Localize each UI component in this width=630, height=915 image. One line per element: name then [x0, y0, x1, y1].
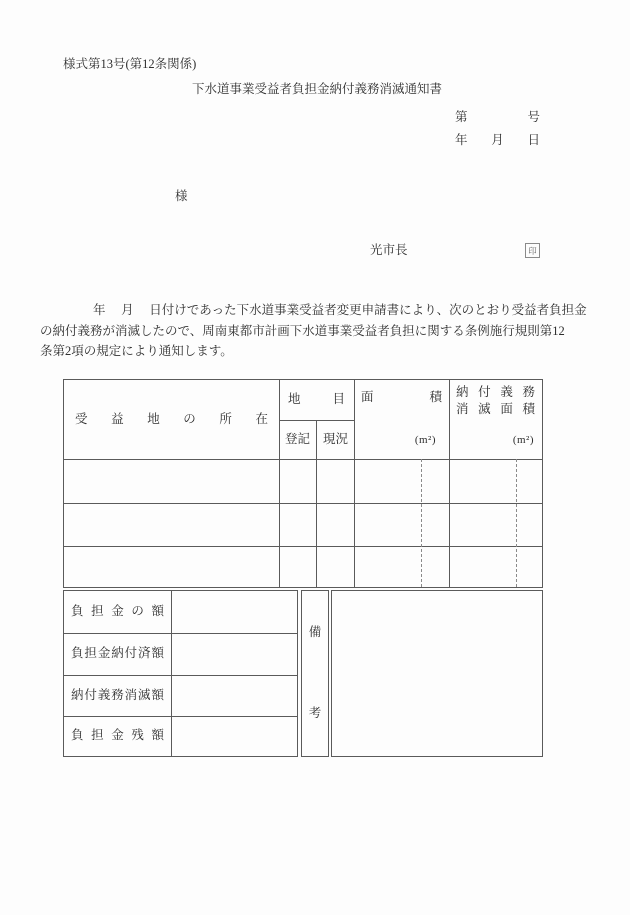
col-header-land-category: 地 目 [288, 392, 345, 407]
summary-label-remaining-amount: 負 担 金 残 額 [71, 728, 164, 743]
date-day-label: 日 [527, 133, 540, 147]
summary-label-contribution-amount: 負 担 金 の 額 [71, 604, 164, 619]
extinct-area-unit: (m²) [512, 434, 534, 447]
benefit-land-table [63, 379, 543, 588]
form-number: 様式第13号(第12条関係) [63, 57, 197, 71]
date-line [455, 133, 540, 149]
summary-value-cell [171, 591, 297, 633]
addressee-honorific: 様 [175, 189, 188, 203]
remarks-label-cell [301, 590, 329, 757]
land-table-empty-row [64, 459, 542, 503]
extinct-area-label-line2: 消 滅 面 積 [456, 401, 535, 416]
body-paragraph [40, 300, 587, 362]
col-header-current: 現況 [322, 431, 348, 446]
body-line: の納付義務が消滅したので、周南東都市計画下水道事業受益者負担に関する条例施行規則第12 [40, 323, 565, 338]
col-header-extinct-area [449, 380, 542, 459]
doc-number-prefix: 第 [455, 110, 468, 124]
payment-summary-table [63, 590, 298, 757]
col-header-location: 受 益 地 の 所 在 [75, 411, 268, 426]
summary-value-cell [171, 675, 297, 717]
document-number-line [455, 110, 540, 126]
remarks-content-cell [331, 590, 543, 757]
date-month-label: 月 [491, 133, 504, 147]
area-unit: (m²) [414, 434, 436, 447]
area-label: 面 積 [361, 390, 442, 404]
summary-label-paid-amount: 負 担 金 納 付 済 額 [71, 645, 164, 660]
date-year-label: 年 [455, 133, 468, 147]
summary-label-extinct-amount: 納 付 義 務 消 滅 額 [71, 687, 164, 702]
land-table-empty-row [64, 546, 542, 588]
extinct-area-label-line1: 納 付 義 務 [456, 385, 535, 399]
body-line: 条第2項の規定により通知します。 [40, 344, 233, 359]
doc-number-suffix: 号 [527, 110, 540, 124]
land-table-empty-row [64, 503, 542, 546]
page-title: 下水道事業受益者負担金納付義務消滅通知書 [192, 82, 443, 96]
summary-value-cell [171, 633, 297, 675]
seal-mark: 印 [525, 243, 540, 258]
body-line: 年 月 日付けであった下水道事業受益者変更申請書により、次のとおり受益者負担金 [93, 303, 587, 317]
summary-value-cell [171, 716, 297, 756]
remarks-label: 備 考 [308, 625, 322, 721]
col-header-area [354, 380, 449, 459]
sender-title: 光市長 [370, 243, 408, 257]
sender-line [370, 243, 540, 259]
col-header-registered: 登記 [284, 431, 310, 446]
